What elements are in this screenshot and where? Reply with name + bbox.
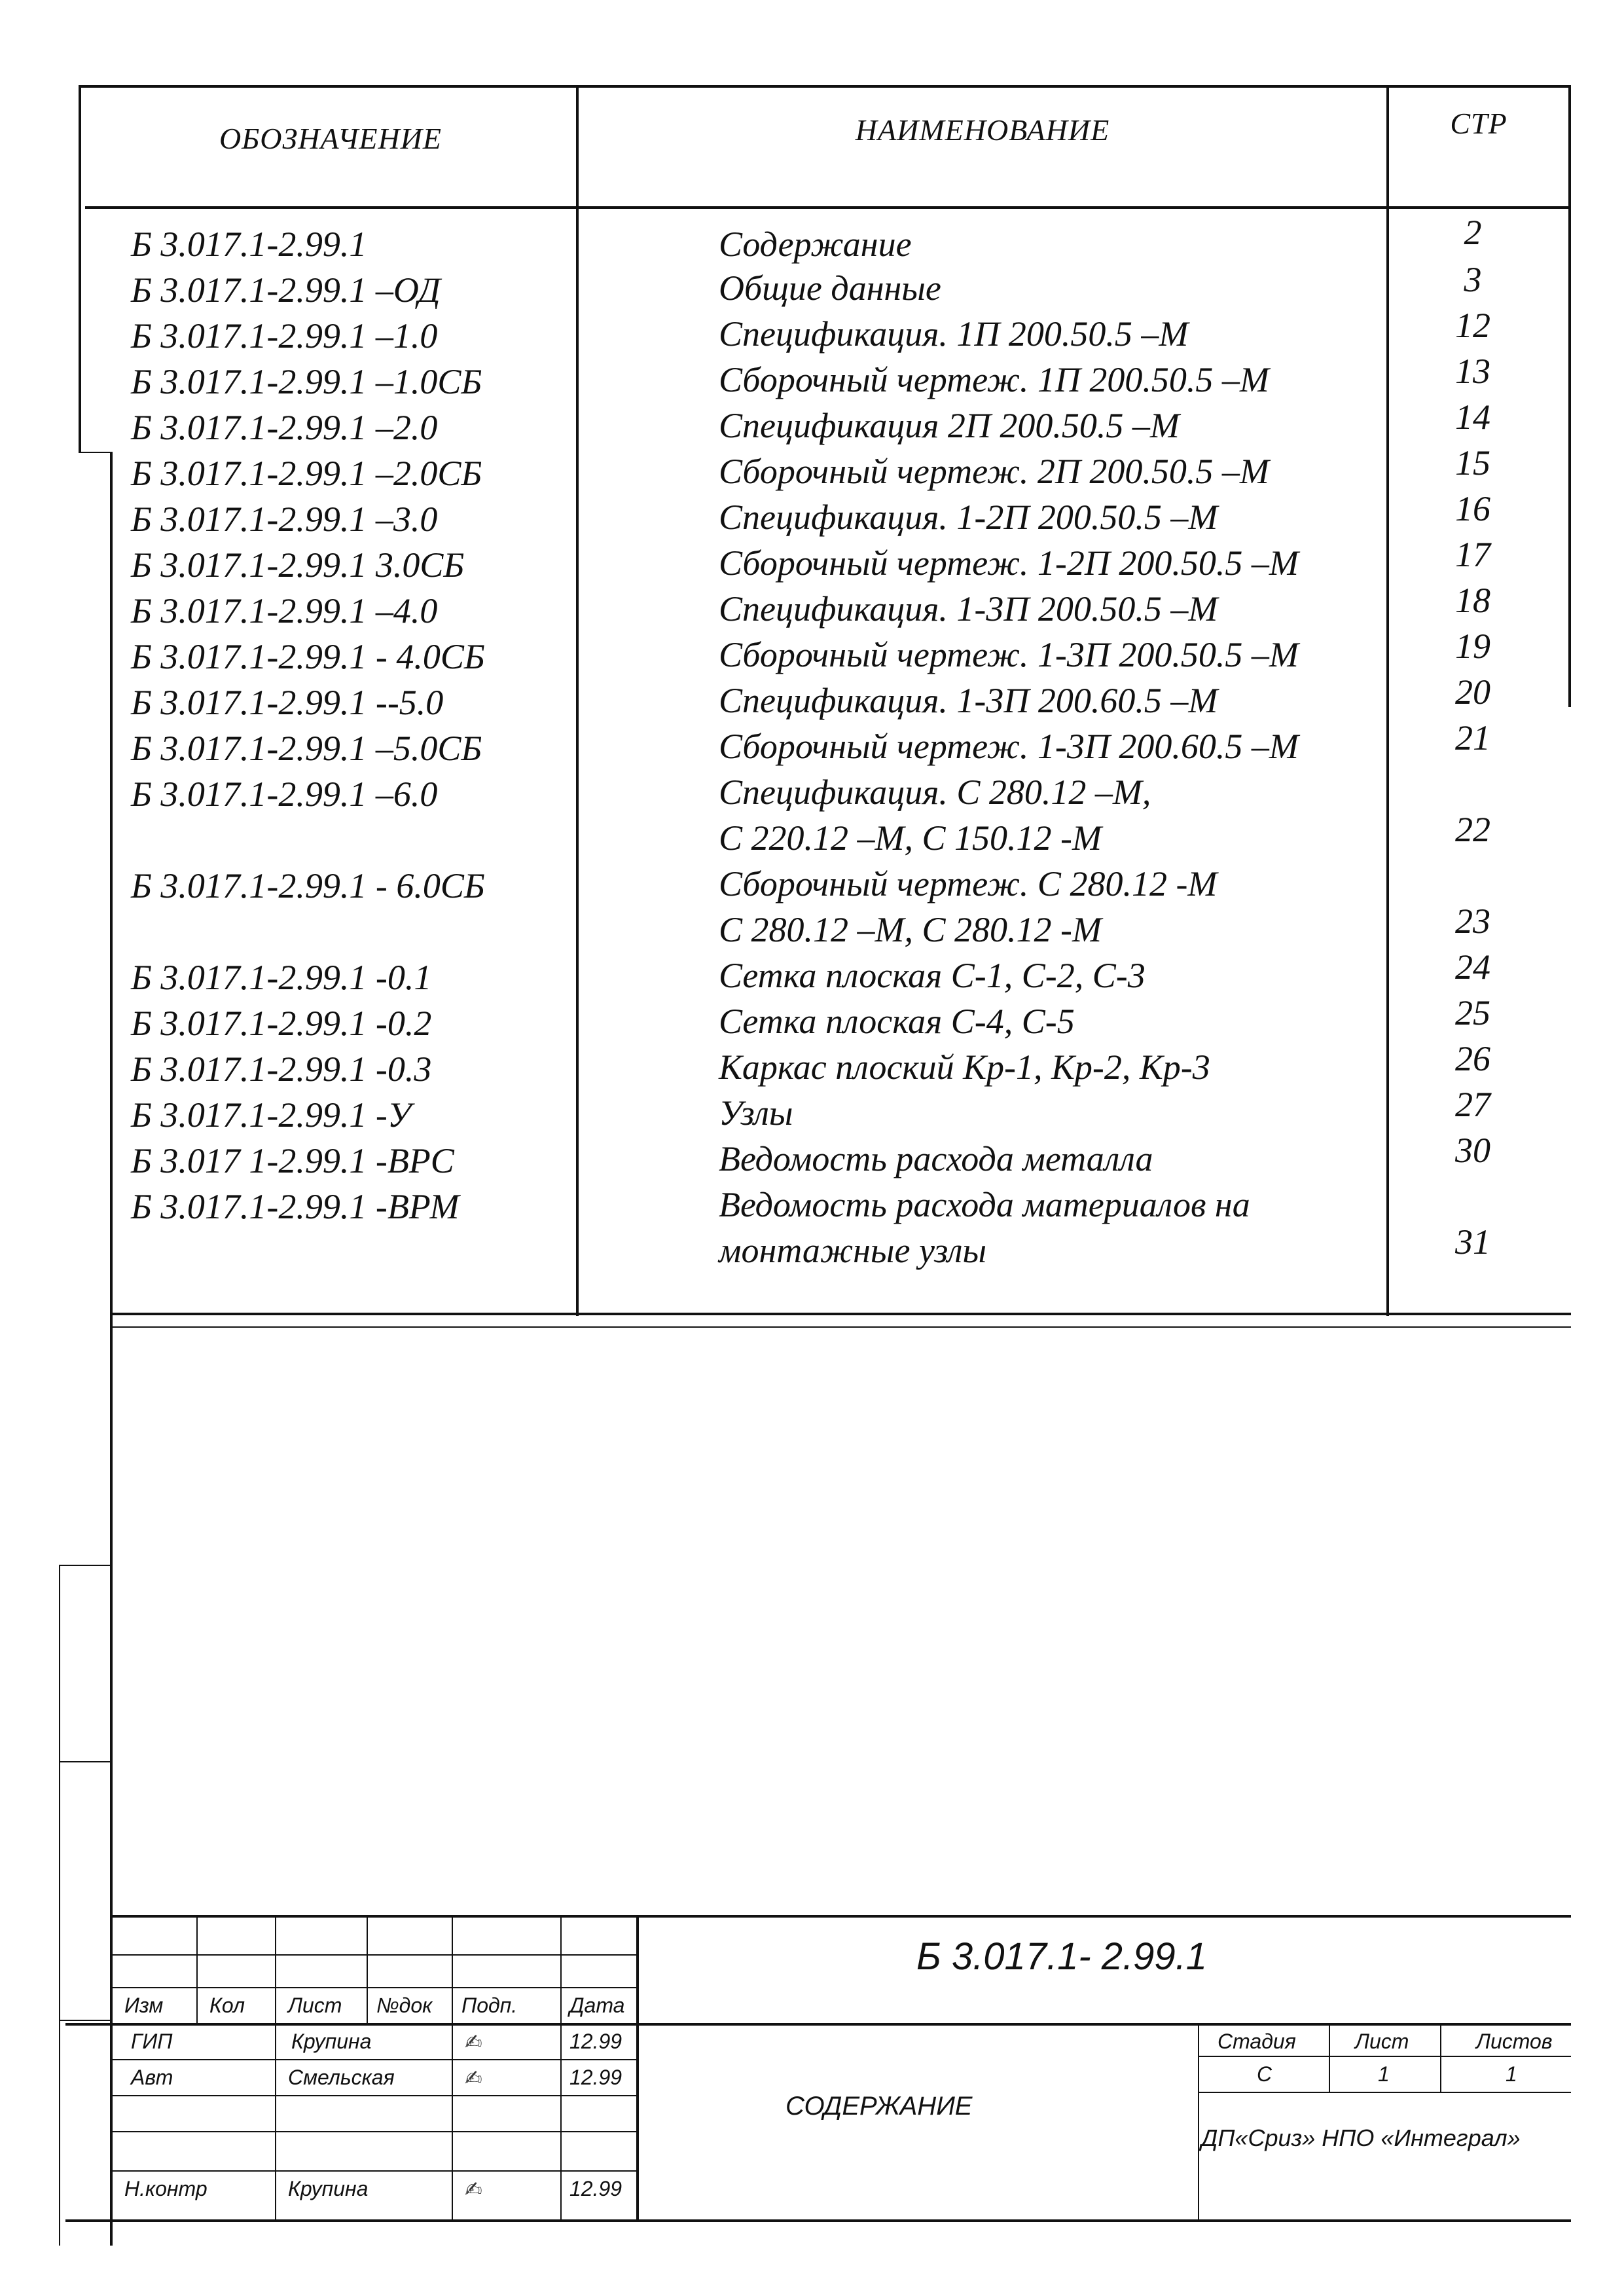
- row-name: Сборочный чертеж. 1П 200.50.5 –М: [719, 360, 1269, 399]
- row-name-continued: С 280.12 –М, С 280.12 -М: [719, 910, 1102, 949]
- row-page: 2: [1464, 213, 1482, 252]
- row-designation: Б 3.017.1-2.99.1 –1.0СБ: [131, 362, 482, 401]
- row-designation: Б 3.017.1-2.99.1 3.0СБ: [131, 545, 465, 585]
- stage-label: Стадия: [1218, 2030, 1296, 2053]
- tb-stage-line: [1198, 2092, 1571, 2093]
- document-code: Б 3.017.1- 2.99.1: [916, 1935, 1208, 1978]
- row-name: Сетка плоская С-4, С-5: [719, 1002, 1075, 1041]
- col-header-izm: Изм: [124, 1994, 164, 2017]
- tb-row-line: [110, 2170, 639, 2172]
- page-left-border: [79, 85, 81, 452]
- row-page: 16: [1455, 489, 1490, 528]
- row-name: Содержание: [719, 225, 912, 264]
- row-name-continued: монтажные узлы: [719, 1231, 987, 1270]
- row-designation: Б 3.017.1-2.99.1 –1.0: [131, 316, 438, 355]
- person-role: Н.контр: [124, 2177, 208, 2200]
- row-designation: Б 3.017.1-2.99.1 --5.0: [131, 683, 444, 722]
- tb-row-line: [110, 1954, 639, 1956]
- tb-stage-col: [1329, 2023, 1330, 2092]
- col-header-podp: Подп.: [461, 1994, 518, 2017]
- row-designation: Б 3.017.1-2.99.1 –3.0: [131, 500, 438, 539]
- person-date: 12.99: [569, 2177, 623, 2200]
- margin-rule: [59, 1565, 111, 1566]
- row-name: Сборочный чертеж. 1-3П 200.50.5 –М: [719, 635, 1299, 674]
- stage-value: С: [1257, 2062, 1272, 2086]
- tb-row-line: [110, 1987, 639, 1988]
- row-name: Спецификация. 1-3П 200.60.5 –М: [719, 681, 1218, 720]
- row-designation: Б 3.017.1-2.99.1 –2.0СБ: [131, 454, 482, 493]
- row-designation: Б 3.017.1-2.99.1 - 4.0СБ: [131, 637, 485, 676]
- tb-row-line: [110, 2059, 639, 2060]
- row-name: Спецификация. 1П 200.50.5 –М: [719, 314, 1189, 354]
- row-page: 12: [1455, 306, 1490, 345]
- col-header-kol: Кол: [209, 1994, 245, 2017]
- row-page: 19: [1455, 627, 1490, 666]
- row-page: 20: [1455, 672, 1490, 712]
- table-bottom-border: [110, 1313, 1571, 1315]
- row-name: Узлы: [719, 1093, 793, 1133]
- title-block-bottom: [65, 2219, 1571, 2222]
- person-date: 12.99: [569, 2066, 623, 2089]
- person-name: Крупина: [288, 2177, 369, 2200]
- row-page: 25: [1455, 993, 1490, 1032]
- row-page: 31: [1455, 1222, 1490, 1262]
- signature: ✍: [465, 2178, 482, 2201]
- row-designation: Б 3.017.1-2.99.1 –2.0: [131, 408, 438, 447]
- tb-col-line: [560, 1915, 562, 2219]
- row-page: 3: [1464, 260, 1482, 299]
- table-right-border: [1568, 85, 1571, 707]
- tb-right-divider: [1198, 2023, 1199, 2219]
- page-left-border-lower: [110, 452, 113, 2246]
- row-designation: Б 3.017.1-2.99.1: [131, 225, 367, 264]
- row-name: Каркас плоский Кр-1, Кр-2, Кр-3: [719, 1048, 1210, 1087]
- row-name-continued: С 220.12 –М, С 150.12 -М: [719, 818, 1102, 858]
- row-designation: Б 3.017 1-2.99.1 -ВРС: [131, 1141, 454, 1180]
- row-page: 13: [1455, 352, 1490, 391]
- row-designation: Б 3.017.1-2.99.1 –6.0: [131, 774, 438, 814]
- designation-column-divider: [576, 85, 579, 1316]
- person-role: ГИП: [131, 2030, 173, 2053]
- row-page: 17: [1455, 535, 1490, 574]
- tb-row-line: [110, 2095, 639, 2096]
- row-designation: Б 3.017.1-2.99.1 -0.3: [131, 1049, 432, 1089]
- person-name: Крупина: [291, 2030, 372, 2053]
- row-designation: Б 3.017.1-2.99.1 –4.0: [131, 591, 438, 630]
- margin-rule: [59, 1565, 60, 2246]
- title-block-top: [110, 1915, 1571, 1918]
- row-designation: Б 3.017.1-2.99.1 - 6.0СБ: [131, 866, 485, 905]
- row-page: 14: [1455, 397, 1490, 437]
- header-designation: ОБОЗНАЧЕНИЕ: [219, 122, 442, 155]
- margin-rule: [59, 1761, 111, 1762]
- margin-rule: [59, 2020, 111, 2021]
- person-date: 12.99: [569, 2030, 623, 2053]
- row-designation: Б 3.017.1-2.99.1 -0.2: [131, 1004, 432, 1043]
- sheets-value: 1: [1506, 2062, 1517, 2086]
- row-name: Сборочный чертеж. 2П 200.50.5 –М: [719, 452, 1269, 491]
- row-page: 24: [1455, 947, 1490, 987]
- row-name: Сетка плоская С-1, С-2, С-3: [719, 956, 1146, 995]
- row-designation: Б 3.017.1-2.99.1 –5.0СБ: [131, 729, 482, 768]
- row-page: 26: [1455, 1039, 1490, 1078]
- tb-col-line: [275, 2023, 276, 2219]
- row-page: 22: [1455, 810, 1490, 849]
- row-name: Сборочный чертеж. 1-3П 200.60.5 –М: [719, 727, 1299, 766]
- row-designation: Б 3.017.1-2.99.1 –ОД: [131, 270, 441, 310]
- row-name: Спецификация 2П 200.50.5 –М: [719, 406, 1180, 445]
- row-designation: Б 3.017.1-2.99.1 -У: [131, 1095, 412, 1135]
- tb-col-line: [275, 1915, 276, 2023]
- row-designation: Б 3.017.1-2.99.1 -ВРМ: [131, 1187, 460, 1226]
- sheet-value: 1: [1378, 2062, 1390, 2086]
- col-header-list: Лист: [288, 1994, 342, 2017]
- table-header-divider: [85, 206, 1571, 209]
- organization: ДП«Сриз» НПО «Интеграл»: [1201, 2124, 1521, 2151]
- signature: ✍: [465, 2030, 482, 2054]
- row-page: 23: [1455, 902, 1490, 941]
- person-role: Авт: [131, 2066, 173, 2089]
- row-name: Сборочный чертеж. 1-2П 200.50.5 –М: [719, 543, 1299, 583]
- page-column-divider: [1386, 85, 1389, 1316]
- tb-header-row-line: [65, 2023, 1571, 2026]
- document-title: СОДЕРЖАНИЕ: [785, 2092, 973, 2121]
- row-page: 15: [1455, 443, 1490, 483]
- row-name: Сборочный чертеж. С 280.12 -М: [719, 864, 1218, 903]
- person-name: Смельская: [288, 2066, 395, 2089]
- row-name: Спецификация. 1-2П 200.50.5 –М: [719, 498, 1218, 537]
- tb-row-line: [110, 2131, 639, 2132]
- tb-col-line: [367, 1915, 368, 2023]
- row-page: 18: [1455, 581, 1490, 620]
- tb-col-line: [196, 1915, 198, 2023]
- row-name: Ведомость расхода металла: [719, 1139, 1153, 1178]
- header-name: НАИМЕНОВАНИЕ: [855, 113, 1110, 147]
- row-designation: Б 3.017.1-2.99.1 -0.1: [131, 958, 432, 997]
- row-name: Ведомость расхода материалов на: [719, 1185, 1250, 1224]
- left-border-jog: [79, 452, 111, 453]
- row-name: Спецификация. 1-3П 200.50.5 –М: [719, 589, 1218, 629]
- sheets-label: Листов: [1476, 2030, 1553, 2053]
- header-page: СТР: [1450, 107, 1507, 140]
- row-name: Спецификация. С 280.12 –М,: [719, 773, 1151, 812]
- col-header-data: Дата: [569, 1994, 625, 2017]
- table-bottom-rule: [110, 1326, 1571, 1328]
- tb-stage-col: [1440, 2023, 1441, 2092]
- row-page: 21: [1455, 718, 1490, 757]
- sheet-label: Лист: [1355, 2030, 1409, 2053]
- tb-col-line: [452, 1915, 453, 2219]
- row-page: 30: [1455, 1131, 1490, 1170]
- tb-main-divider: [636, 1915, 639, 2219]
- tb-stage-line: [1198, 2056, 1571, 2057]
- row-page: 27: [1455, 1085, 1490, 1124]
- table-top-border: [79, 85, 1571, 88]
- row-name: Общие данные: [719, 268, 941, 308]
- col-header-ndoc: №док: [376, 1994, 433, 2017]
- signature: ✍: [465, 2066, 482, 2090]
